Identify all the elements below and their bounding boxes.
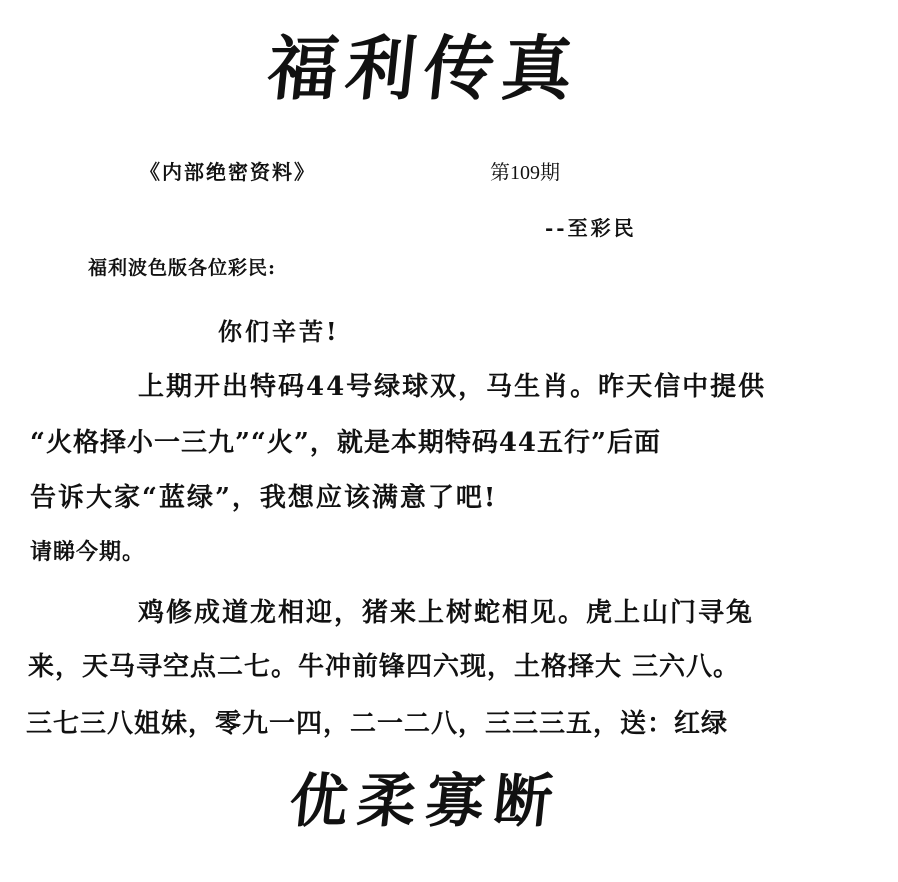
addressee-signoff: --至彩民 — [545, 216, 637, 240]
body-line-2: “火格择小一三九”“火”，就是本期特码44五行”后面 — [30, 428, 661, 458]
body-line-4: 请睇今期。 — [30, 539, 146, 565]
body-line-6: 来，天马寻空点二七。牛冲前锋四六现，土格择大 三六八。 — [28, 652, 741, 682]
greeting-line: 福利波色版各位彩民: — [88, 257, 277, 279]
salutation-line: 你们辛苦! — [218, 317, 340, 346]
body-line-1: 上期开出特码44号绿球双，马生肖。昨天信中提供 — [138, 372, 767, 402]
body-line-3: 告诉大家“蓝绿”，我想应该满意了吧! — [30, 483, 498, 513]
body-line-5: 鸡修成道龙相迎，猪来上树蛇相见。虎上山门寻兔 — [138, 598, 755, 628]
body-line-7: 三七三八姐妹，零九一四，二一二八，三三三五，送：红绿 — [26, 709, 729, 739]
issue-number: 第109期 — [490, 162, 560, 184]
page-title: 福利传真 — [263, 27, 585, 110]
document-subtitle: 《内部绝密资料》 — [140, 160, 316, 184]
footer-slogan: 优柔寡断 — [286, 767, 566, 835]
